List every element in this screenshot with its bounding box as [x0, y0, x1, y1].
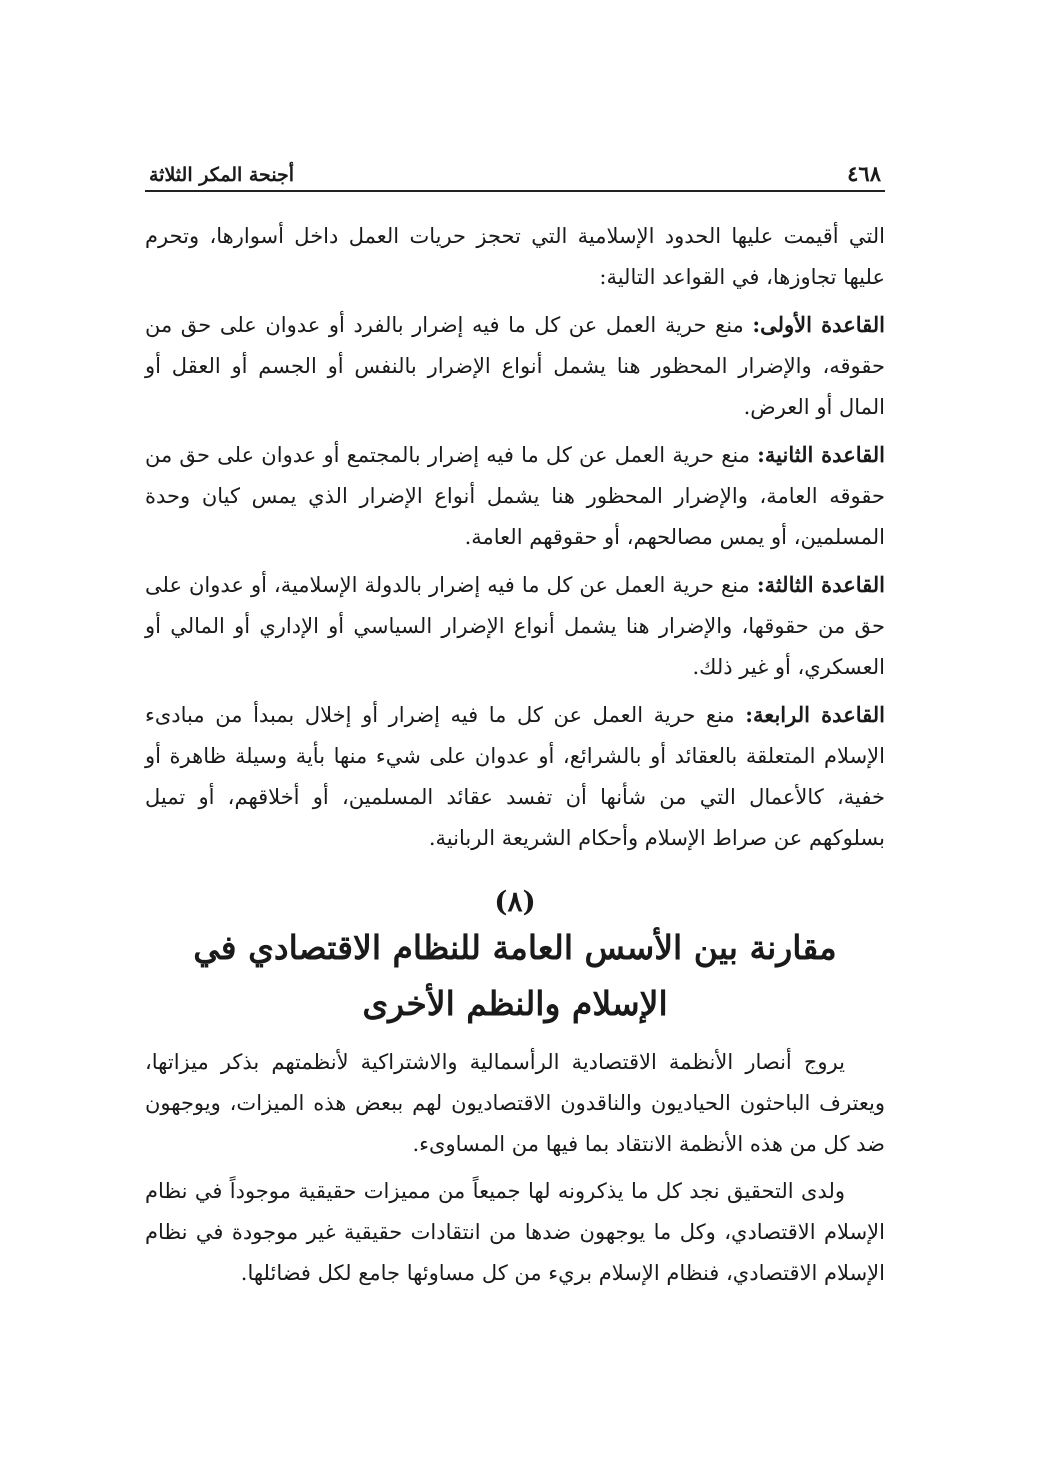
rule-name: القاعدة الأولى:: [752, 312, 885, 337]
running-title: أجنحة المكر الثلاثة: [149, 164, 295, 186]
rule-text: منع حرية العمل عن كل ما فيه إضرار أو إخلال بمبدأ من مبادىء الإسلام المتعلقة بالعقائد أو بالشرائع، أو عدوان على شيء منها بأية وسيلة ظاهرة أو خفية، كالأعمال التي من شأنها أن تفسد عقائد المسلمين، أو أخلاقهم، أو تميل بسلوكهم عن صراط الإسلام وأحكام الشريعة الربانية.: [145, 703, 885, 850]
page-number: ٤٦٨: [847, 161, 881, 186]
body-paragraph-2: ولدى التحقيق نجد كل ما يذكرونه لها جميعاً من مميزات حقيقية موجوداً في نظام الإسلام الاقتصادي، وكل ما يوجهون ضدها من انتقادات حقيقية غير موجودة في نظام الإسلام الاقتصادي، فنظام الإسلام بريء من كل مساوئها جامع لكل فضائلها.: [145, 1179, 885, 1285]
section-number: (٨): [494, 885, 536, 918]
book-page: [145, 150, 885, 1300]
rule-paragraph-3: [145, 564, 885, 688]
body-paragraph-1: يروج أنصار الأنظمة الاقتصادية الرأسمالية والاشتراكية لأنظمتهم بذكر ميزاتها، ويعترف الباحثون الحياديون والناقدون الاقتصاديون لهم ببعض هذه الميزات، ويوجهون ضد كل من هذه الأنظمة الانتقاد بما فيها من المساوىء.: [145, 1050, 885, 1156]
rule-paragraph-1: [145, 304, 885, 428]
rule-text: منع حرية العمل عن كل ما فيه إضرار بالفرد أو عدوان على حق من حقوقه، والإضرار المحظور هنا يشمل أنواع الإضرار بالنفس أو الجسم أو العقل أو المال أو العرض.: [145, 313, 885, 419]
rule-paragraph-2: [145, 434, 885, 558]
rule-text: منع حرية العمل عن كل ما فيه إضرار بالمجتمع أو عدوان على حق من حقوقه العامة، والإضرار المحظور هنا يشمل أنواع الإضرار الذي يمس كيان وحدة المسلمين، أو يمس مصالحهم، أو حقوقهم العامة.: [145, 443, 885, 549]
rule-text: منع حرية العمل عن كل ما فيه إضرار بالدولة الإسلامية، أو عدوان على حق من حقوقها، والإضرار هنا يشمل أنواع الإضرار السياسي أو الإداري أو المالي أو العسكري، أو غير ذلك.: [145, 573, 885, 679]
rule-paragraph-4: [145, 694, 885, 859]
rule-name: القاعدة الثانية:: [757, 442, 885, 467]
intro-paragraph: التي أقيمت عليها الحدود الإسلامية التي تحجز حريات العمل داخل أسوارها، وتحرم عليها تجاوزها، في القواعد التالية:: [145, 224, 885, 289]
rule-name: القاعدة الثالثة:: [756, 572, 885, 597]
page-body: [145, 216, 885, 1294]
page-header: [145, 150, 885, 192]
rule-name: القاعدة الرابعة:: [745, 702, 885, 727]
section-title: مقارنة بين الأسس العامة للنظام الاقتصادي في الإسلام والنظم الأخرى: [193, 928, 837, 1023]
